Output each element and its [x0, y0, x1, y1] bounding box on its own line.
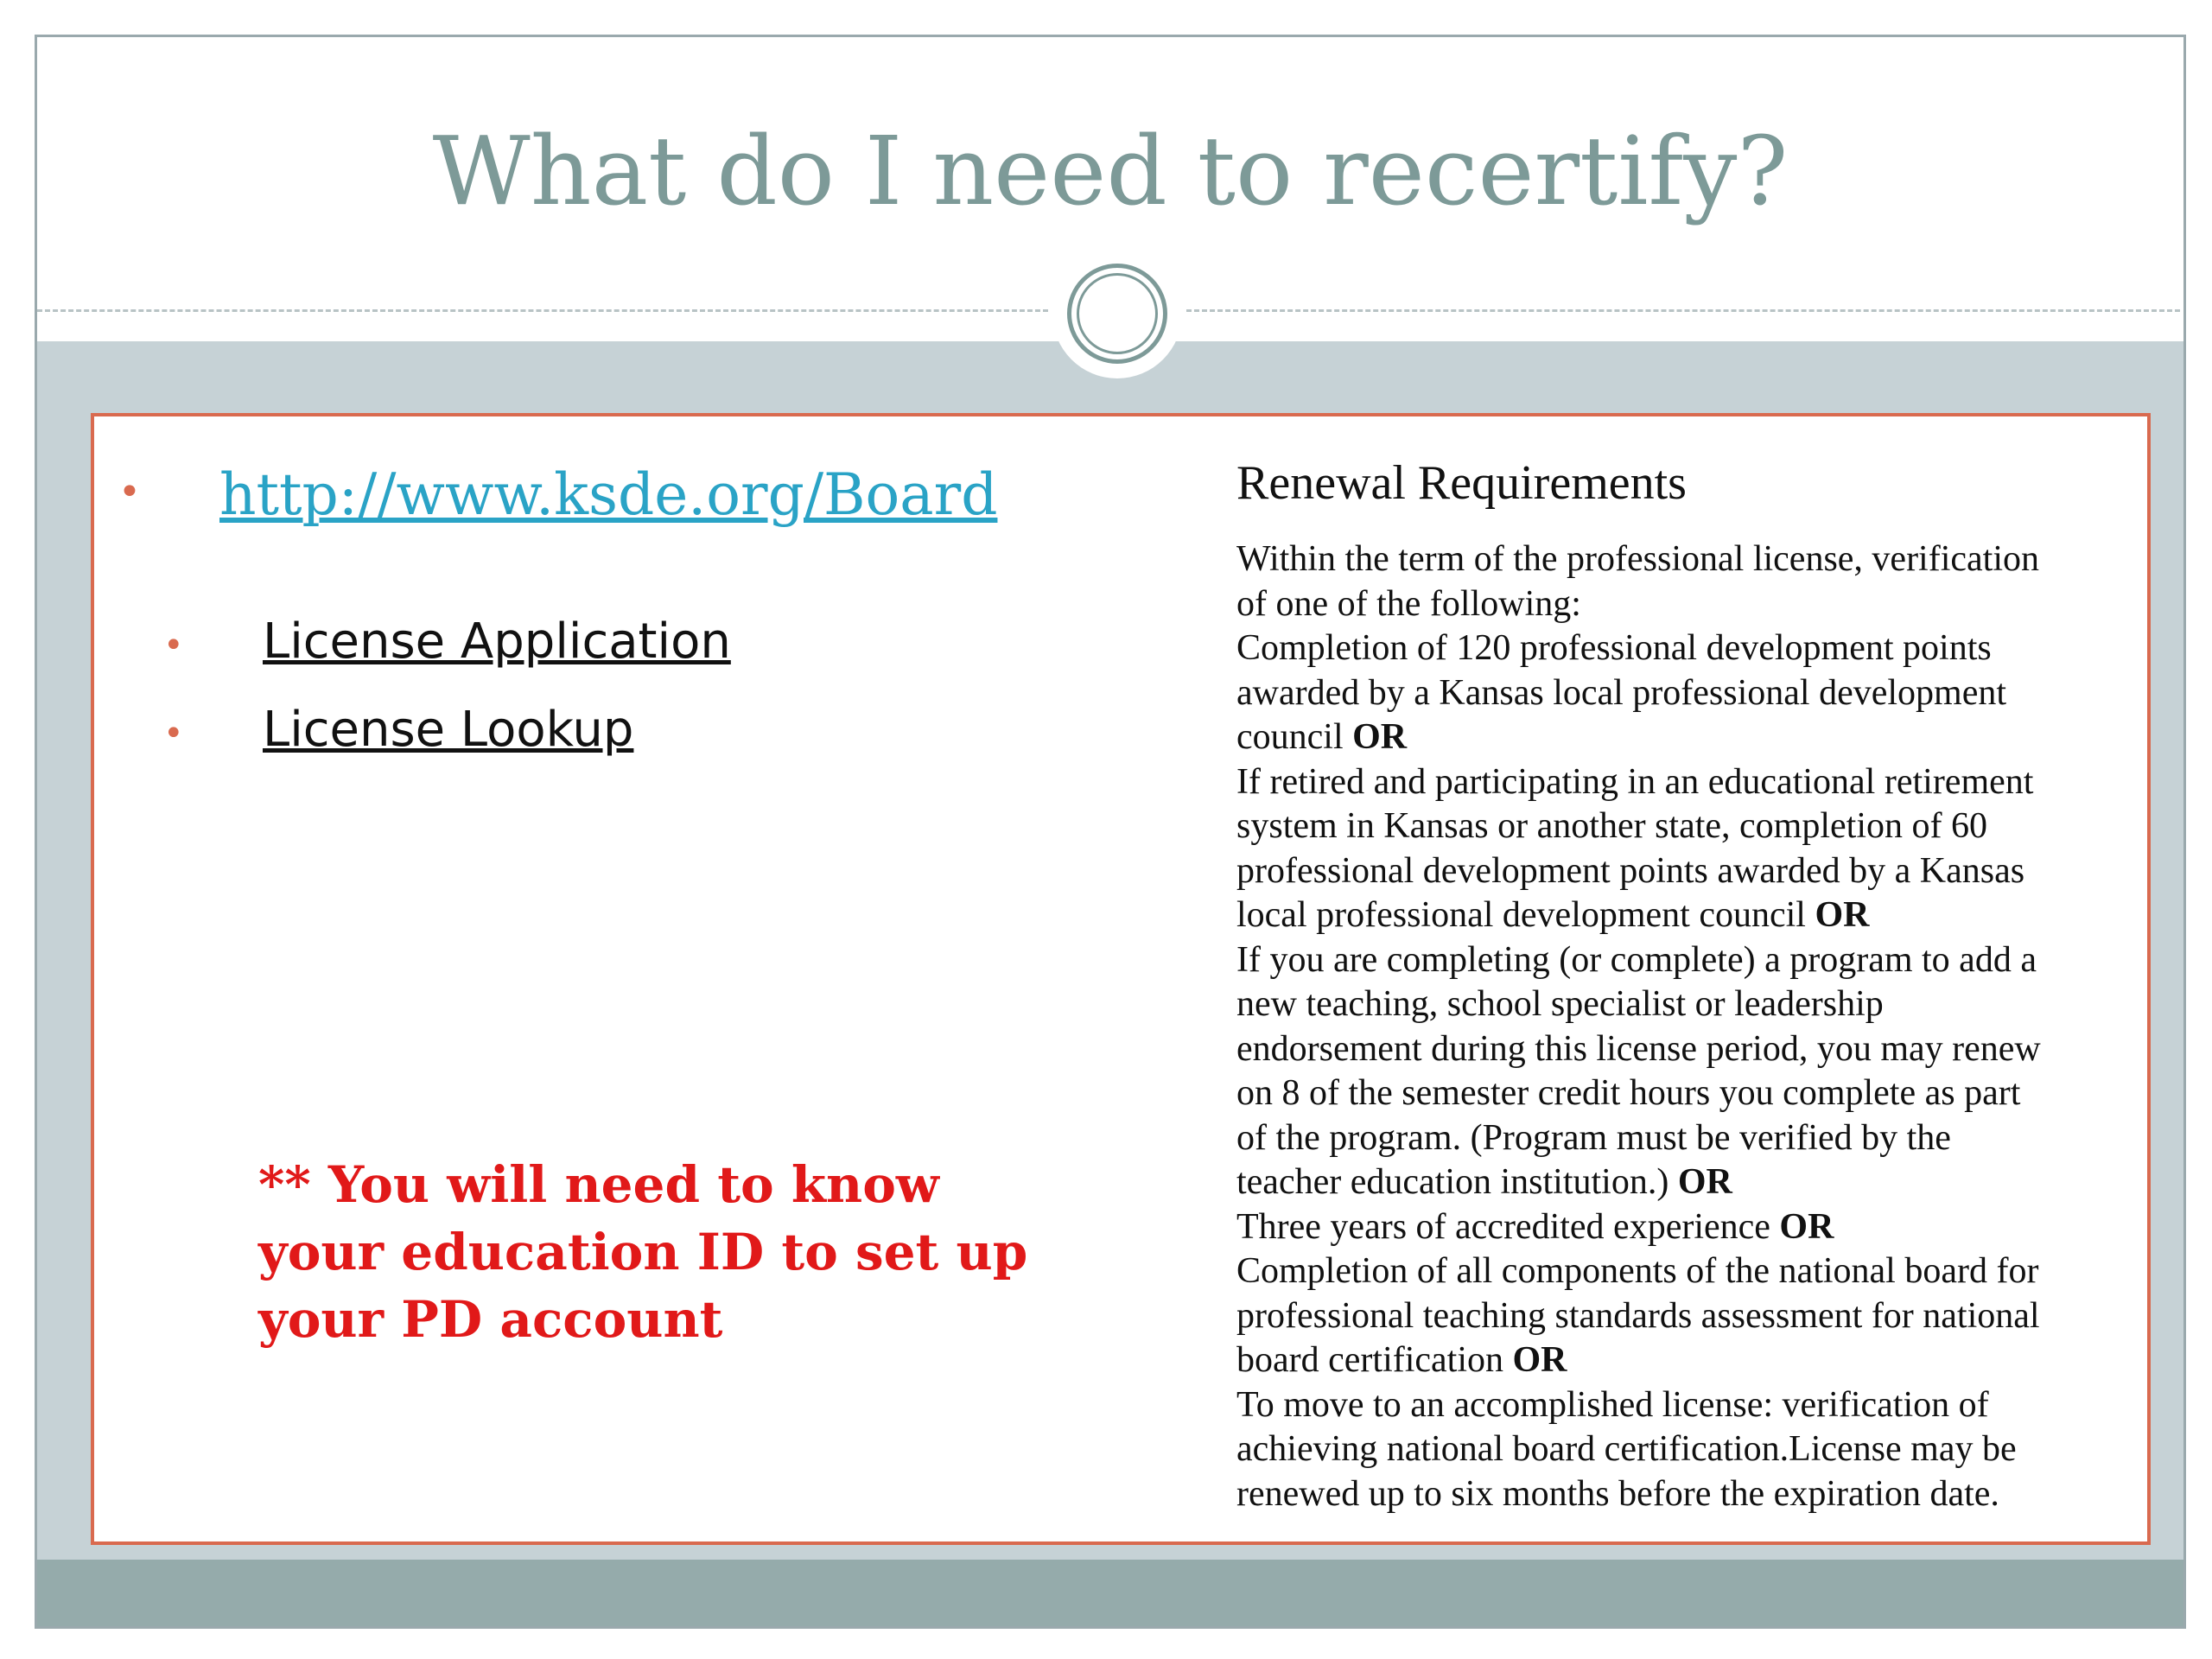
slide-title: What do I need to recertify?	[432, 116, 1789, 226]
requirement-line: board certification OR	[1236, 1340, 1567, 1380]
divider-circle-inner-ring	[1077, 273, 1158, 354]
note-line: your PD account	[258, 1290, 723, 1349]
license-application-link[interactable]: License Application	[263, 613, 731, 670]
requirement-line: teacher education institution.) OR	[1236, 1162, 1732, 1202]
requirement-line: To move to an accomplished license: verification of	[1236, 1384, 1989, 1425]
requirement-line: of the program. (Program must be verified by the	[1236, 1117, 1951, 1158]
requirement-line: local professional development council OR	[1236, 895, 1870, 935]
requirement-line: awarded by a Kansas local professional development	[1236, 672, 2007, 713]
bullet-icon: •	[163, 626, 184, 665]
renewal-requirements-heading: Renewal Requirements	[1236, 456, 1687, 510]
requirement-line: renewed up to six months before the expiration date.	[1236, 1473, 1999, 1514]
requirement-line: If you are completing (or complete) a program to add a	[1236, 939, 2037, 980]
requirement-line: on 8 of the semester credit hours you complete as part	[1236, 1073, 2021, 1113]
requirement-line: new teaching, school specialist or leadership	[1236, 984, 1884, 1024]
requirement-line: professional teaching standards assessment for national	[1236, 1295, 2040, 1336]
slide	[35, 35, 2186, 1629]
requirement-line: Completion of 120 professional development points	[1236, 628, 1992, 668]
requirement-line: of one of the following:	[1236, 583, 1581, 624]
requirement-line: If retired and participating in an educational retirement	[1236, 761, 2034, 802]
requirement-line: Three years of accredited experience OR	[1236, 1206, 1834, 1247]
content-box	[91, 413, 2151, 1545]
requirement-line: professional development points awarded by a Kansas	[1236, 850, 2025, 891]
education-id-note	[258, 1151, 1122, 1353]
license-lookup-link[interactable]: License Lookup	[263, 702, 634, 758]
footer-band	[37, 1560, 2183, 1629]
note-line: ** You will need to know	[258, 1155, 939, 1214]
renewal-requirements-text	[1236, 537, 2135, 1516]
note-line: your education ID to set up	[258, 1223, 1028, 1281]
ksde-board-link[interactable]: http://www.ksde.org/Board	[219, 461, 998, 528]
requirement-line: system in Kansas or another state, completion of 60	[1236, 806, 1987, 846]
requirement-line: Completion of all components of the national board for	[1236, 1251, 2039, 1291]
requirement-line: achieving national board certification.License may be	[1236, 1429, 2017, 1469]
requirement-line: council OR	[1236, 717, 1408, 757]
title-divider-right	[1186, 309, 2180, 312]
title-divider-left	[37, 309, 1048, 312]
requirement-line: endorsement during this license period, you may renew	[1236, 1028, 2041, 1069]
requirement-line: Within the term of the professional license, verification	[1236, 539, 2040, 579]
bullet-icon: •	[163, 714, 184, 753]
bullet-icon: •	[118, 470, 141, 514]
